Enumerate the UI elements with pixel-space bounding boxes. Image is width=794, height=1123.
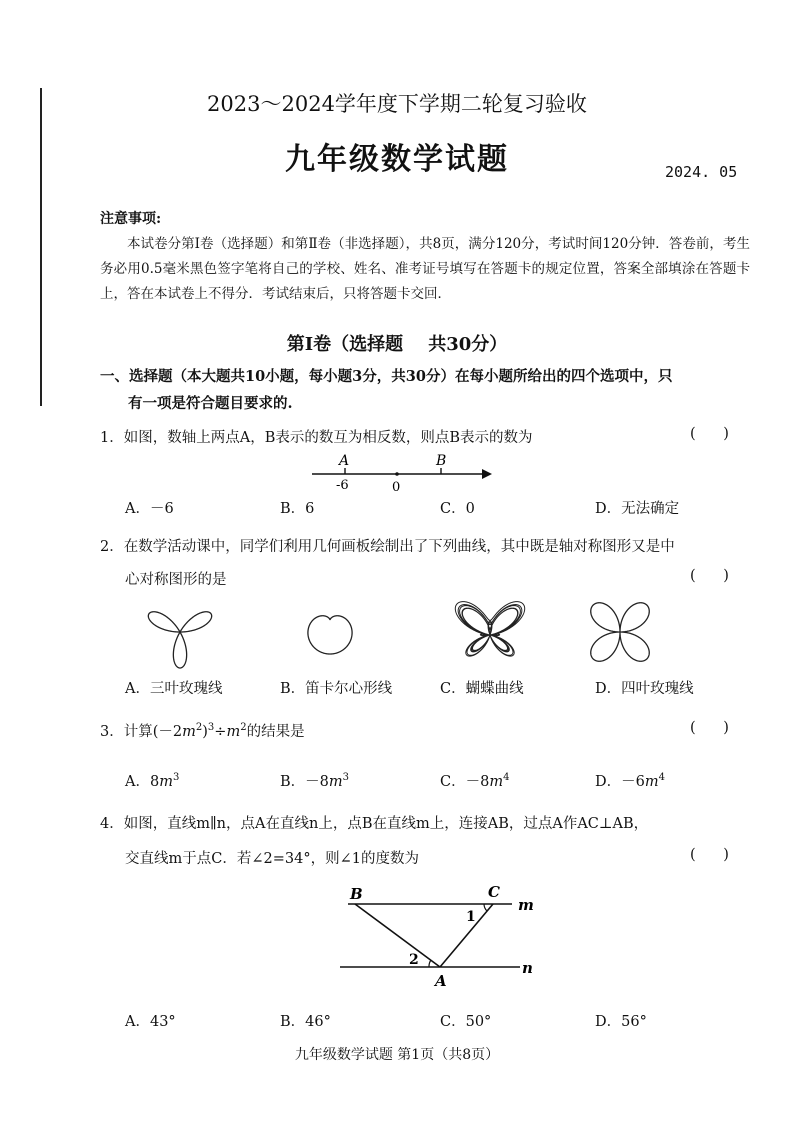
q4-option-b: B．46° xyxy=(280,1014,331,1030)
q2-option-b: B．笛卡尔心形线 xyxy=(280,681,393,697)
cardioid-path xyxy=(308,616,352,654)
angle-2-label: 2 xyxy=(409,952,419,968)
point-b-label: B xyxy=(350,885,363,903)
q4-stem-line-2: 交直线m于点C．若∠2=34°，则∠1的度数为 xyxy=(125,851,419,867)
part-line-2: 有一项是符合题目要求的. xyxy=(128,395,293,412)
segment-ab xyxy=(355,904,440,967)
page-footer: 九年级数学试题 第1页（共8页） xyxy=(294,1047,500,1063)
q1-option-b: B．6 xyxy=(280,501,315,517)
q1-option-a: A．－6 xyxy=(125,501,174,517)
butterfly-curve xyxy=(440,590,540,672)
q2-option-a: A．三叶玫瑰线 xyxy=(125,681,223,697)
q3-stem-suffix: 的结果是 xyxy=(246,724,305,740)
tick-origin xyxy=(395,472,399,476)
four-leaf-rose-curve xyxy=(578,590,662,674)
notice-text: 本试卷分第Ⅰ卷（选择题）和第Ⅱ卷（非选择题），共8页，满分120分，考试时间120分钟．答卷前，考生务必用0.5毫米黑色签字笔将自己的学校、姓名、准考证号填写在答题卡的规定位置，答案全部填涂在答题卡上，答在本试卷上不得分．考试结束后，只将答题卡交回． xyxy=(100,236,750,302)
q3-stem-prefix: 3．计算 xyxy=(100,724,153,740)
part-instructions xyxy=(100,363,755,417)
point-c-label: C xyxy=(488,883,500,901)
exam-series-title: 2023～2024学年度下学期二轮复习验收 xyxy=(207,92,587,116)
q2-answer-paren: ( ) xyxy=(690,568,729,584)
point-a-label: A xyxy=(339,453,350,469)
exam-title: 九年级数学试题 xyxy=(285,142,509,177)
q1-answer-paren: ( ) xyxy=(690,426,729,442)
four-leaf-rose-path xyxy=(591,603,650,662)
tick-label-neg6: -6 xyxy=(336,478,349,493)
q4-answer-paren: ( ) xyxy=(690,847,729,863)
angle-1-label: 1 xyxy=(466,909,476,925)
point-b-label: B xyxy=(436,453,447,469)
q4-option-a: A．43° xyxy=(125,1014,176,1030)
q4-parallel-lines-figure xyxy=(330,880,550,990)
three-leaf-rose-curve xyxy=(140,592,220,672)
exam-date: 2024. 05 xyxy=(665,163,738,181)
q2-stem-line-2: 心对称图形的是 xyxy=(125,572,227,588)
q1-stem: 1．如图，数轴上两点A，B表示的数互为相反数，则点B表示的数为 xyxy=(100,430,533,446)
q3-option-a: A．$8m^3$ xyxy=(125,772,180,790)
q3-option-c: C．$-8m^4$ xyxy=(440,772,510,790)
section-title: 第Ⅰ卷（选择题 共30分） xyxy=(286,334,508,355)
q1-option-c: C．0 xyxy=(440,501,475,517)
q3-stem xyxy=(100,720,305,741)
three-leaf-rose-path xyxy=(148,612,211,668)
butterfly-path xyxy=(455,602,524,657)
q3-answer-paren: ( ) xyxy=(690,720,729,736)
q1-option-d: D．无法确定 xyxy=(595,501,680,517)
q2-option-c: C．蝴蝶曲线 xyxy=(440,681,524,697)
q3-expression: $(-2m^2)^3\div m^2$ xyxy=(152,722,247,740)
q1-number-line-figure xyxy=(300,450,500,496)
q4-stem-line-1: 4．如图，直线m∥n，点A在直线n上，点B在直线m上，连接AB，过点A作AC⊥AB， xyxy=(100,816,649,832)
q3-option-b: B．$-8m^3$ xyxy=(280,772,350,790)
line-m-label: m xyxy=(518,896,534,914)
q2-stem-line-1: 2．在数学活动课中，同学们利用几何画板绘制出了下列曲线，其中既是轴对称图形又是中 xyxy=(100,539,675,555)
q4-option-d: D．56° xyxy=(595,1014,647,1030)
angle-2-arc xyxy=(429,960,431,967)
point-a-label: A xyxy=(435,972,447,990)
q4-option-c: C．50° xyxy=(440,1014,492,1030)
line-n-label: n xyxy=(522,959,533,977)
part-line-1: 一、选择题（本大题共10小题，每小题3分，共30分）在每小题所给出的四个选项中，只 xyxy=(100,368,673,385)
tick-label-zero: 0 xyxy=(392,480,401,495)
angle-1-arc xyxy=(484,904,487,911)
q2-option-d: D．四叶玫瑰线 xyxy=(595,681,694,697)
q3-option-d: D．$-6m^4$ xyxy=(595,772,665,790)
cardioid-curve xyxy=(290,592,370,672)
number-line-arrow-icon xyxy=(482,469,492,479)
notice-heading: 注意事项: xyxy=(100,211,162,227)
